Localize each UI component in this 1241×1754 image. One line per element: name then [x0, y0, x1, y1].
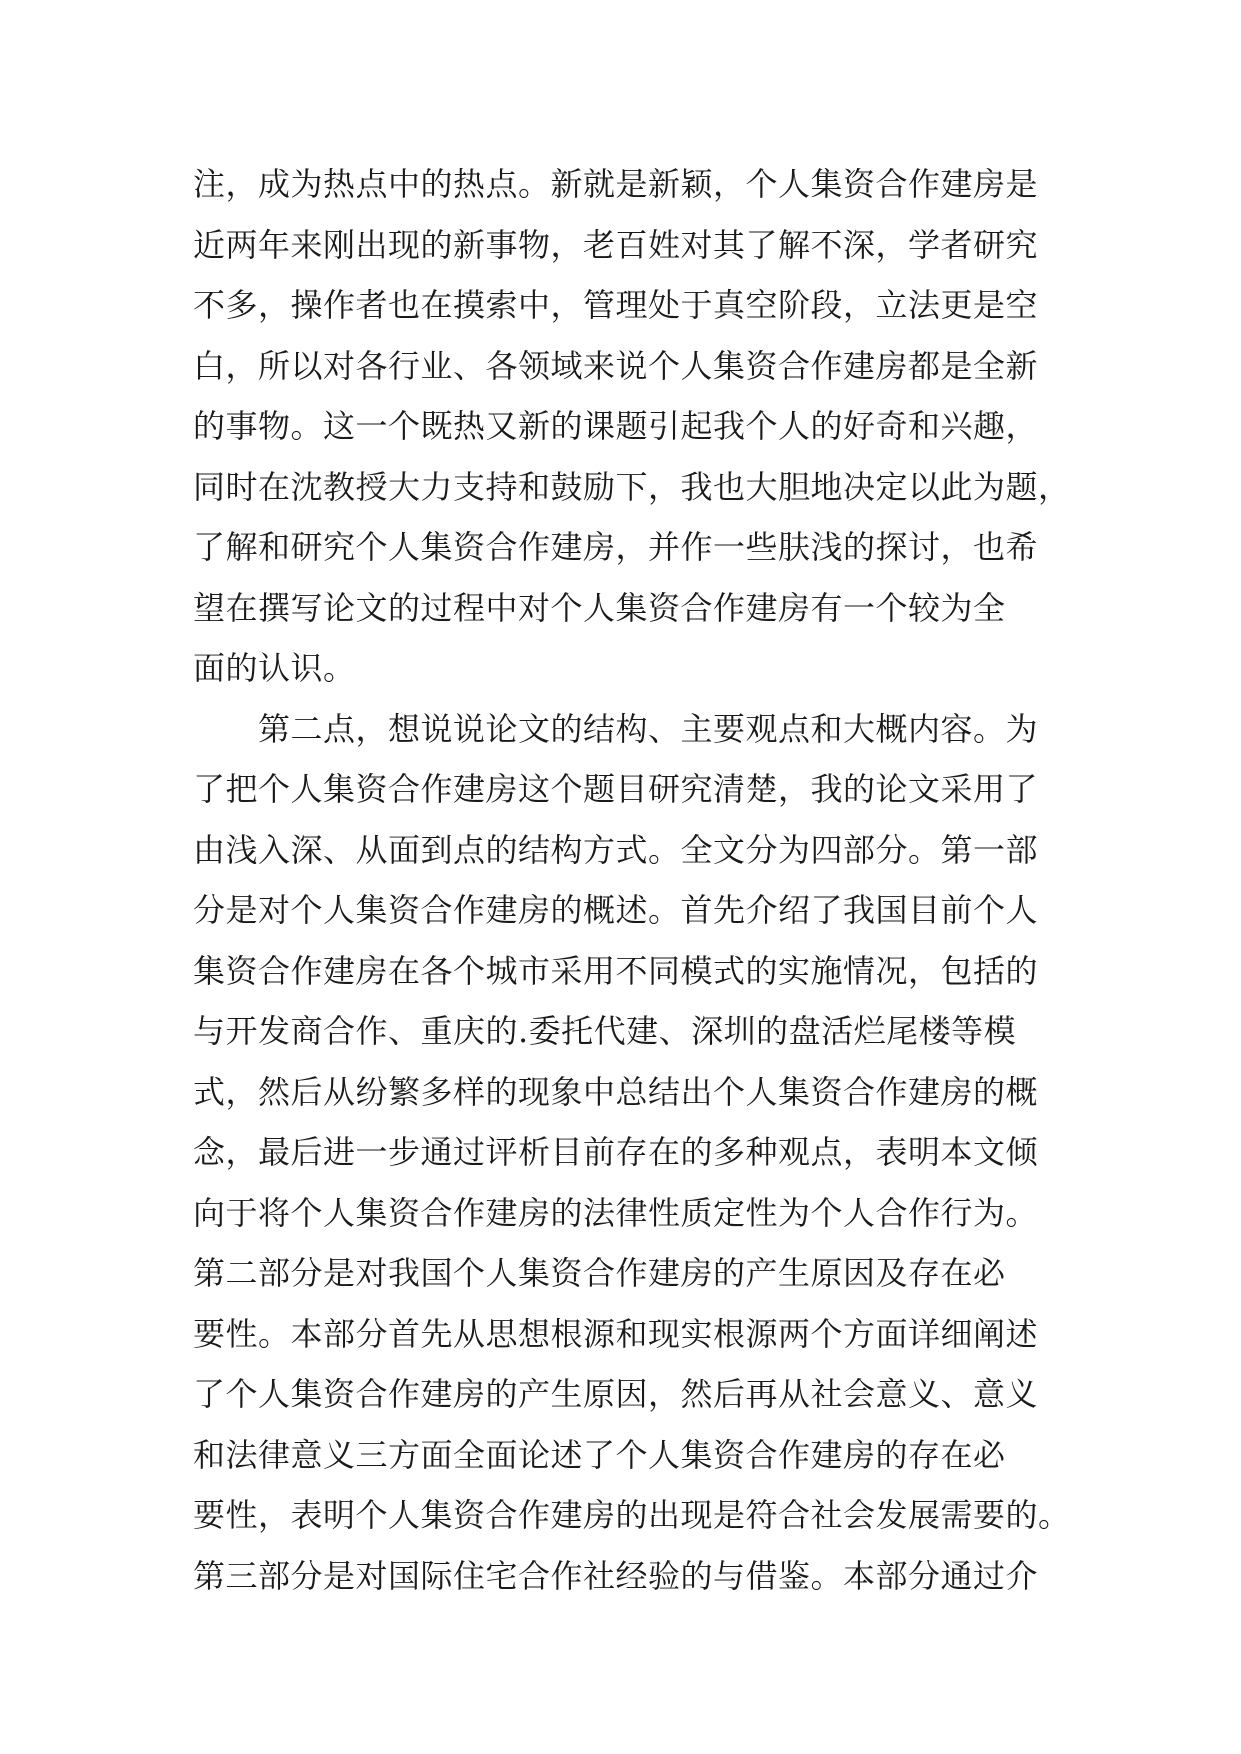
text-line: 和法律意义三方面全面论述了个人集资合作建房的存在必	[193, 1435, 1006, 1474]
text-line: 由浅入深、从面到点的结构方式。全文分为四部分。第一部	[193, 830, 1039, 869]
text-line: 了把个人集资合作建房这个题目研究清楚，我的论文采用了	[193, 770, 1039, 808]
text-line: 念，最后进一步通过评析目前存在的多种观点，表明本文倾	[193, 1133, 1039, 1171]
text-line: 了解和研究个人集资合作建房，并作一些肤浅的探讨，也希	[193, 528, 1039, 566]
text-line: 注，成为热点中的热点。新就是新颖，个人集资合作建房是	[193, 165, 1039, 203]
text-line: 望在撰写论文的过程中对个人集资合作建房有一个较为全	[193, 588, 1006, 627]
text-line: 白，所以对各行业、各领域来说个人集资合作建房都是全新	[193, 346, 1039, 385]
text-line: 面的认识。	[193, 649, 356, 687]
text-line: 与开发商合作、重庆的.委托代建、深圳的盘活烂尾楼等模	[193, 1012, 1017, 1050]
text-line: 要性。本部分首先从思想根源和现实根源两个方面详细阐述	[193, 1314, 1039, 1353]
text-line: 集资合作建房在各个城市采用不同模式的实施情况，包括的	[193, 951, 1039, 990]
text-line: 第三部分是对国际住宅合作社经验的与借鉴。本部分通过介	[193, 1556, 1039, 1595]
body-text	[193, 154, 1071, 1606]
text-line: 式，然后从纷繁多样的现象中总结出个人集资合作建房的概	[193, 1072, 1039, 1111]
text-line: 第二部分是对我国个人集资合作建房的产生原因及存在必	[193, 1254, 1006, 1292]
text-line: 不多，操作者也在摸索中，管理处于真空阶段，立法更是空	[193, 286, 1039, 324]
text-line: 的事物。这一个既热又新的课题引起我个人的好奇和兴趣，	[193, 407, 1039, 445]
text-line: 同时在沈教授大力支持和鼓励下，我也大胆地决定以此为题，	[193, 467, 1071, 506]
text-line: 了个人集资合作建房的产生原因，然后再从社会意义、意义	[193, 1375, 1039, 1413]
text-line: 分是对个人集资合作建房的概述。首先介绍了我国目前个人	[193, 891, 1039, 929]
text-line: 近两年来刚出现的新事物，老百姓对其了解不深，学者研究	[193, 225, 1039, 264]
text-line: 向于将个人集资合作建房的法律性质定性为个人合作行为。	[193, 1193, 1039, 1232]
text-line: 要性，表明个人集资合作建房的出现是符合社会发展需要的。	[193, 1496, 1071, 1534]
text-line: 第二点，想说说论文的结构、主要观点和大概内容。为	[193, 709, 1039, 748]
